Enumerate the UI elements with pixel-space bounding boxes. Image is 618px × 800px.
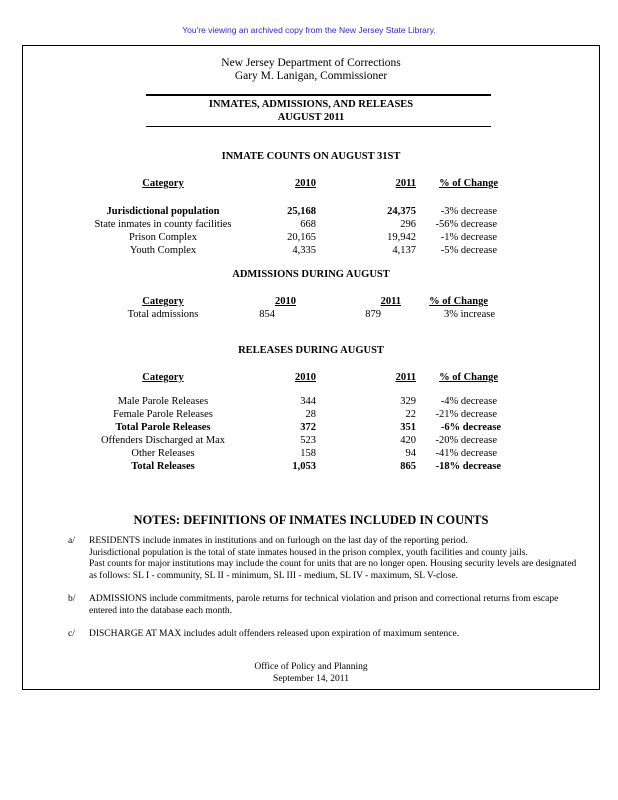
table-cell: 668 (300, 219, 316, 230)
col-2011: 2011 (395, 178, 416, 189)
table-cell: -1% decrease (440, 232, 497, 243)
table-cell: 28 (305, 409, 316, 420)
table-row-label: Male Parole Releases (117, 396, 209, 407)
table-cell: 158 (300, 448, 316, 459)
table-cell: 865 (400, 461, 416, 472)
note-a-label: a/ (68, 536, 75, 546)
table-cell: -4% decrease (440, 396, 497, 407)
table-cell: 4,335 (292, 245, 316, 256)
col-change: % of Change (439, 178, 498, 189)
col-change: % of Change (429, 296, 488, 307)
report-frame (22, 45, 600, 690)
table-row-label: Jurisdictional population (106, 206, 220, 217)
notes-heading: NOTES: DEFINITIONS OF INMATES INCLUDED IN COUNTS (133, 513, 489, 527)
table-row-label: Total Releases (131, 461, 195, 472)
table-row-label: Offenders Discharged at Max (100, 435, 226, 446)
report-title: INMATES, ADMISSIONS, AND RELEASES (208, 99, 414, 110)
col-category: Category (142, 372, 184, 383)
col-change: % of Change (439, 372, 498, 383)
note-a-line: as follows: SL I - community, SL II - minimum, SL III - medium, SL IV - maximum, SL V-close. (89, 570, 458, 581)
table-cell: 344 (300, 396, 316, 407)
table-cell: -21% decrease (435, 409, 497, 420)
admissions-heading: ADMISSIONS DURING AUGUST (232, 269, 390, 280)
table-row-label: Other Releases (131, 448, 195, 459)
footer-date: September 14, 2011 (273, 674, 349, 684)
col-category: Category (142, 178, 184, 189)
commissioner-name: Gary M. Lanigan, Commissioner (234, 70, 388, 82)
table-cell: 94 (405, 448, 416, 459)
title-rule-bottom (146, 126, 491, 127)
col-2010: 2010 (295, 178, 316, 189)
table-cell: 879 (365, 309, 381, 320)
table-row-label: Youth Complex (129, 245, 197, 256)
table-row-label: Total admissions (127, 309, 199, 320)
table-cell: 25,168 (287, 206, 316, 217)
title-rule-top (146, 94, 491, 96)
table-cell: -41% decrease (435, 448, 497, 459)
note-b (68, 594, 615, 617)
table-cell: 372 (300, 422, 316, 433)
table-cell: 4,137 (392, 245, 416, 256)
table-cell: 296 (400, 219, 416, 230)
col-2010: 2010 (275, 296, 296, 307)
table-cell: -18% decrease (435, 461, 501, 472)
footer-office: Office of Policy and Planning (254, 662, 368, 672)
table-cell: 19,942 (387, 232, 416, 243)
table-row-label: Female Parole Releases (113, 409, 213, 420)
table-cell: 20,165 (287, 232, 316, 243)
note-b-line: ADMISSIONS include commitments, parole returns for technical violation and prison and correctional returns from escape (89, 594, 559, 604)
table-cell: -5% decrease (440, 245, 497, 256)
note-b-label: b/ (68, 594, 76, 604)
table-cell: 24,375 (387, 206, 416, 217)
table-cell: 329 (400, 396, 416, 407)
archive-banner: You're viewing an archived copy from the New Jersey State Library. (182, 25, 436, 35)
report-month: AUGUST 2011 (277, 112, 345, 123)
table-row-label: Total Parole Releases (115, 422, 211, 433)
table-cell: 3% increase (443, 309, 495, 320)
inmate-counts-heading: INMATE COUNTS ON AUGUST 31ST (221, 151, 401, 162)
department-name: New Jersey Department of Corrections (221, 57, 401, 69)
note-b-line: entered into the database each month. (89, 605, 232, 616)
note-a-line: Jurisdictional population is the total of state inmates housed in the prison complex, youth facilities and county jails. (89, 547, 528, 558)
table-cell: 420 (400, 435, 416, 446)
col-2011: 2011 (380, 296, 401, 307)
table-cell: 523 (300, 435, 316, 446)
table-row-label: State inmates in county facilities (94, 219, 232, 230)
table-cell: -3% decrease (440, 206, 497, 217)
table-cell: -6% decrease (440, 422, 501, 433)
col-2010: 2010 (295, 372, 316, 383)
note-c-label: c/ (68, 629, 75, 639)
note-a (68, 536, 615, 582)
releases-heading: RELEASES DURING AUGUST (238, 345, 384, 356)
table-row-label: Prison Complex (129, 232, 197, 243)
table-cell: 351 (400, 422, 416, 433)
col-category: Category (142, 296, 184, 307)
table-cell: 854 (259, 309, 275, 320)
col-2011: 2011 (395, 372, 416, 383)
table-cell: -56% decrease (435, 219, 497, 230)
note-c-line: DISCHARGE AT MAX includes adult offenders released upon expiration of maximum sentence. (89, 629, 460, 639)
table-cell: -20% decrease (435, 435, 497, 446)
note-c (68, 629, 615, 641)
table-cell: 1,053 (292, 461, 316, 472)
table-cell: 22 (405, 409, 416, 420)
note-a-line: RESIDENTS include inmates in institutions and on furlough on the last day of the reporting period. (89, 536, 468, 546)
note-a-line: Past counts for major institutions may include the count for units that are no longer open. Housing security levels are designated (89, 559, 577, 569)
